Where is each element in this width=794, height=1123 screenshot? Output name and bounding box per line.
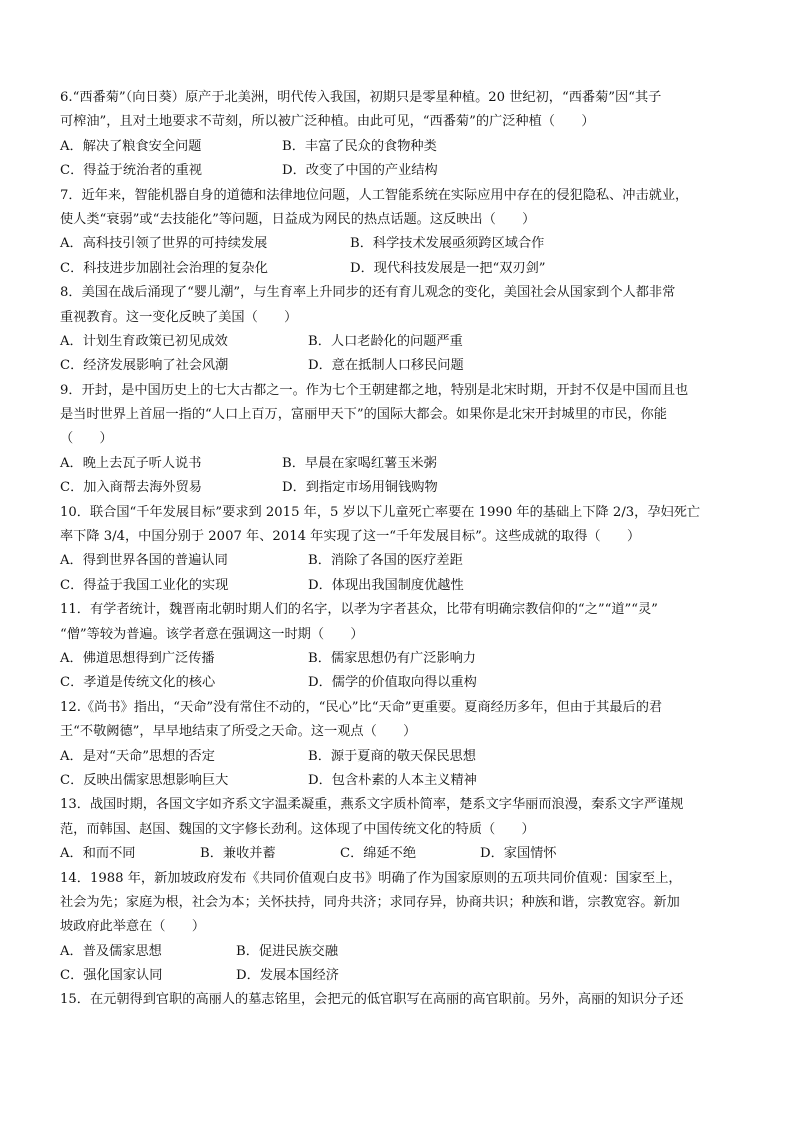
option-d: D．儒学的价值取向得以重构 bbox=[308, 675, 477, 691]
question-text: 15．在元朝得到官职的高丽人的墓志铭里，会把元的低官职写在高丽的高官职前。另外，高丽的知识分子还 bbox=[60, 992, 684, 1008]
options-row bbox=[60, 769, 740, 793]
option-c: C．经济发展影响了社会风潮 bbox=[60, 358, 229, 374]
question-9 bbox=[60, 379, 740, 501]
options-row bbox=[60, 257, 740, 281]
question-15 bbox=[60, 988, 740, 1012]
question-text: 6.“西番菊”（向日葵）原产于北美洲，明代传入我国，初期只是零星种植。20 世纪初，“西番菊”因“其子 bbox=[60, 90, 662, 105]
options-row bbox=[60, 964, 740, 988]
options-row bbox=[60, 159, 740, 183]
question-14 bbox=[60, 867, 740, 989]
question-8 bbox=[60, 281, 740, 379]
option-c: C．加入商帮去海外贸易 bbox=[60, 480, 202, 496]
option-a: A．是对“天命”思想的否定 bbox=[60, 748, 215, 764]
option-b: B．兼收并蓄 bbox=[200, 846, 276, 862]
option-b: B．科学技术发展亟须跨区域合作 bbox=[350, 236, 545, 252]
option-b: B．早晨在家喝红薯玉米粥 bbox=[282, 455, 437, 471]
option-d: D．家国情怀 bbox=[480, 846, 557, 862]
option-d: D．发展本国经济 bbox=[236, 968, 339, 984]
question-text: 范，而韩国、赵国、魏国的文字修长劲利。这体现了中国传统文化的特质（ ） bbox=[60, 821, 535, 837]
option-c: C．科技进步加剧社会治理的复杂化 bbox=[60, 260, 268, 276]
option-d: D．改变了中国的产业结构 bbox=[282, 163, 438, 179]
question-text: 9．开封，是中国历史上的七大古都之一。作为七个王朝建都之地，特别是北宋时期，开封不仅是中国而且也 bbox=[60, 382, 689, 398]
question-12 bbox=[60, 696, 740, 794]
option-d: D．到指定市场用铜钱购物 bbox=[282, 480, 438, 496]
options-row bbox=[60, 232, 740, 256]
option-a: A．普及儒家思想 bbox=[60, 943, 162, 959]
question-6 bbox=[60, 86, 740, 184]
option-d: D．意在抵制人口移民问题 bbox=[308, 358, 464, 374]
option-d: D．现代科技发展是一把“双刃剑” bbox=[350, 260, 546, 276]
options-row bbox=[60, 842, 740, 866]
option-a: A．计划生育政策已初见成效 bbox=[60, 333, 228, 349]
options-row bbox=[60, 330, 740, 354]
options-row bbox=[60, 452, 740, 476]
option-b: B．源于夏商的敬天保民思想 bbox=[308, 748, 476, 764]
exam-page bbox=[60, 86, 740, 1013]
question-text: 社会为先；家庭为根，社会为本；关怀扶持，同舟共济；求同存异，协商共识；种族和谐，宗教宽容。新加 bbox=[60, 894, 680, 910]
question-text: 13．战国时期，各国文字如齐系文字温柔凝重，燕系文字质朴简率，楚系文字华丽而浪漫，秦系文字严谨规 bbox=[60, 797, 684, 813]
question-7 bbox=[60, 184, 740, 282]
options-row bbox=[60, 354, 740, 378]
option-c: C．绵延不绝 bbox=[340, 846, 417, 862]
question-text: 11．有学者统计，魏晋南北朝时期人们的名字，以孝为字者甚众，比带有明确宗教信仰的“之”“道”“灵” bbox=[60, 602, 658, 618]
question-text: 重视教育。这一变化反映了美国（ ） bbox=[60, 309, 298, 325]
question-text: （ ） bbox=[60, 431, 113, 447]
question-text: 率下降 3/4，中国分别于 2007 年、2014 年实现了这一“千年发展目标”。这些成就的取得（ ） bbox=[60, 529, 641, 545]
option-b: B．消除了各国的医疗差距 bbox=[308, 553, 463, 569]
option-d: D．包含朴素的人本主义精神 bbox=[308, 772, 477, 788]
option-a: A．解决了粮食安全问题 bbox=[60, 138, 202, 154]
option-c: C．反映出儒家思想影响巨大 bbox=[60, 772, 229, 788]
question-13 bbox=[60, 793, 740, 866]
question-text: 8．美国在战后涌现了“婴儿潮”，与生育率上升同步的还有育儿观念的变化，美国社会从国家到个人都非常 bbox=[60, 285, 676, 301]
option-b: B．人口老龄化的问题严重 bbox=[308, 333, 463, 349]
question-text: 王“不敬阙德”，早早地结束了所受之天命。这一观点（ ） bbox=[60, 724, 417, 740]
option-b: B．促进民族交融 bbox=[236, 943, 339, 959]
question-text: 是当时世界上首屈一指的“人口上百万，富丽甲天下”的国际大都会。如果你是北宋开封城里的市民，你能 bbox=[60, 407, 667, 423]
question-text: 14．1988 年，新加坡政府发布《共同价值观白皮书》明确了作为国家原则的五项共同价值观：国家至上， bbox=[60, 870, 682, 886]
question-text: 坡政府此举意在（ ） bbox=[60, 919, 206, 935]
option-a: A．和而不同 bbox=[60, 846, 136, 862]
options-row bbox=[60, 476, 740, 500]
options-row bbox=[60, 549, 740, 573]
options-row bbox=[60, 745, 740, 769]
option-a: A．晚上去瓦子听人说书 bbox=[60, 455, 202, 471]
options-row bbox=[60, 940, 740, 964]
options-row bbox=[60, 574, 740, 598]
question-text: “僧”等较为普遍。该学者意在强调这一时期（ ） bbox=[60, 626, 364, 642]
question-text: 可榨油”，且对土地要求不苛刻，所以被广泛种植。由此可见，“西番菊”的广泛种植（ ） bbox=[60, 114, 595, 130]
question-text: 使人类“衰弱”或“去技能化”等问题，日益成为网民的热点话题。这反映出（ ） bbox=[60, 211, 536, 227]
option-d: D．体现出我国制度优越性 bbox=[308, 577, 464, 593]
question-text: 7．近年来，智能机器自身的道德和法律地位问题，人工智能系统在实际应用中存在的侵犯隐私、冲击就业， bbox=[60, 187, 689, 203]
options-row bbox=[60, 135, 740, 159]
option-b: B．儒家思想仍有广泛影响力 bbox=[308, 650, 476, 666]
question-text: 12.《尚书》指出，“天命”没有常住不动的，“民心”比“天命”更重要。夏商经历多年，但由于其最后的君 bbox=[60, 699, 663, 715]
question-10 bbox=[60, 501, 740, 599]
option-a: A．佛道思想得到广泛传播 bbox=[60, 650, 215, 666]
option-c: C．孝道是传统文化的核心 bbox=[60, 675, 216, 691]
option-a: A．高科技引领了世界的可持续发展 bbox=[60, 236, 268, 252]
option-c: C．得益于统治者的重视 bbox=[60, 163, 202, 179]
question-11 bbox=[60, 598, 740, 696]
question-text: 10．联合国“千年发展目标”要求到 2015 年，5 岁以下儿童死亡率要在 1990 年的基础上下降 2/3，孕妇死亡 bbox=[60, 504, 701, 520]
options-row bbox=[60, 671, 740, 695]
option-c: C．得益于我国工业化的实现 bbox=[60, 577, 229, 593]
options-row bbox=[60, 647, 740, 671]
option-c: C．强化国家认同 bbox=[60, 968, 163, 984]
option-b: B．丰富了民众的食物种类 bbox=[282, 138, 437, 154]
option-a: A．得到世界各国的普遍认同 bbox=[60, 553, 228, 569]
